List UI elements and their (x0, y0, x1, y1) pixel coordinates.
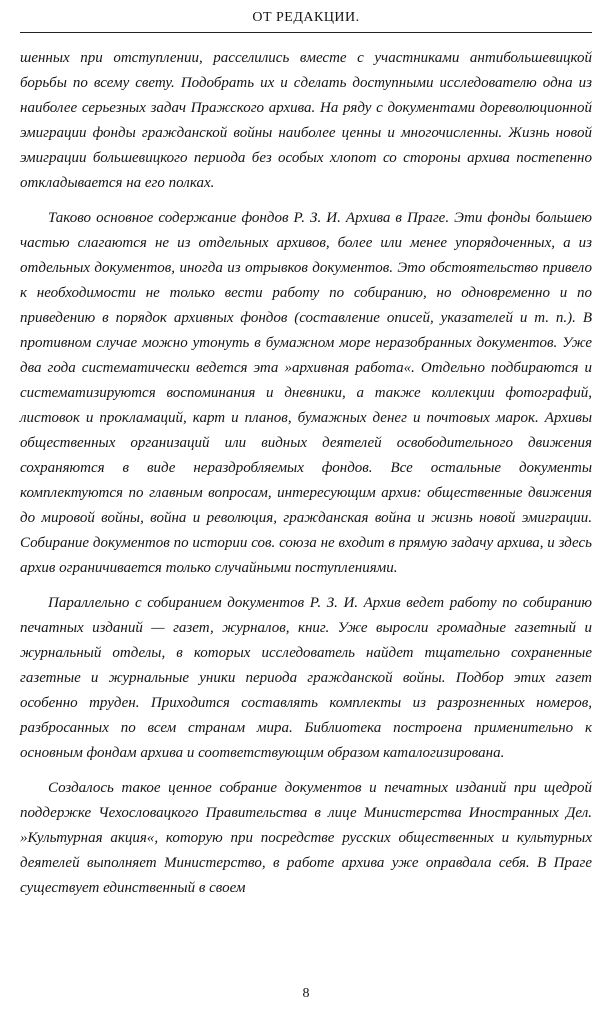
paragraph: Создалось такое ценное собрание документов и печатных изданий при щедрой поддержке Чехословацкого Правительства в лице Министерства Иностранных Дел. »Культурная акция«, которую при посредстве русских общественных и культурных деятелей выполняет Министерство, в работе архива уже оправдала себя. В Праге существует единственный в своем (20, 780, 592, 896)
paragraph: шенных при отступлении, расселились вместе с участниками антибольшевицкой борьбы по всему свету. Подобрать их и сделать доступными исследователю одна из наиболее серьезных задач Пражского архива. На ряду с документами дореволюционной эмиграции фонды гражданской войны наиболее ценны и многочисленны. Жизнь новой эмиграции большевицкого периода без особых хлопот со стороны архива постепенно откладывается на его полках. (20, 50, 592, 191)
paragraph: Параллельно с собиранием документов Р. З. И. Архив ведет работу по собиранию печатных изданий — газет, журналов, книг. Уже выросли громадные газетный и журнальный отделы, в которых исследователь найдет тщательно сохраненные газетные и журнальные уники периода гражданской войны. Подбор этих газет особенно труден. Приходится составлять комплекты из разрозненных номеров, разбросанных по всем странам мира. Библиотека построена применительно к основным фондам архива и соответствующим образом каталогизирована. (20, 595, 592, 761)
header-rule (20, 32, 592, 33)
page-number: 8 (302, 986, 310, 1001)
paragraph: Таково основное содержание фондов Р. З. И. Архива в Праге. Эти фонды большею частью слагаются не из отдельных архивов, более или менее упорядоченных, а из отдельных документов, иногда из отрывков документов. Это обстоятельство привело к необходимости не только вести работу по собиранию, но одновременно и по приведению в порядок архивных фондов (составление описей, указателей и т. п.). В противном случае можно утонуть в бумажном море неразобранных документов. Уже два года систематически ведется эта »архивная работа«. Отдельно подбираются и систематизируются воспоминания и дневники, а также коллекции фотографий, листовок и прокламаций, карт и планов, бумажных денег и почтовых марок. Архивы общественных организаций или видных деятелей освободительного движения сохраняются в виде нераздробляемых фондов. Все остальные документы комплектуются по главным вопросам, интересующим архив: общественные движения до мировой войны, война и революция, гражданская война и жизнь новой эмиграции. Собирание документов по истории сов. союза не входит в прямую задачу архива, и здесь архив ограничивается только случайными поступлениями. (20, 210, 592, 576)
running-head: ОТ РЕДАКЦИИ. (252, 10, 360, 25)
body-text (20, 46, 592, 911)
